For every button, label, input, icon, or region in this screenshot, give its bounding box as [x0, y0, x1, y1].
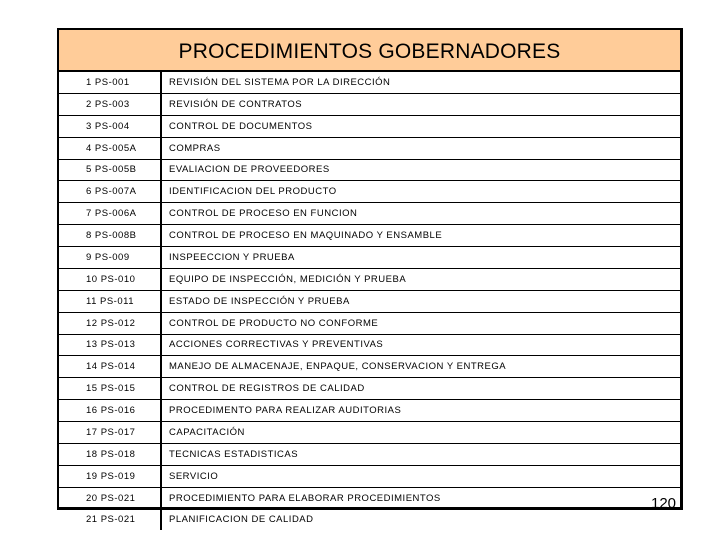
table-row	[59, 334, 680, 356]
table-row	[59, 137, 680, 159]
procedure-description: PROCEDIMIENTO PARA ELABORAR PROCEDIMIENTOS	[161, 487, 680, 509]
procedure-description: REVISIÓN DEL SISTEMA POR LA DIRECCIÓN	[161, 72, 680, 93]
procedure-description: CONTROL DE DOCUMENTOS	[161, 115, 680, 137]
procedure-code: 15 PS-015	[59, 378, 161, 400]
procedure-code: 18 PS-018	[59, 443, 161, 465]
procedure-code: 9 PS-009	[59, 247, 161, 269]
table-row	[59, 72, 680, 93]
table-row	[59, 268, 680, 290]
procedure-code: 14 PS-014	[59, 356, 161, 378]
procedure-code: 20 PS-021	[59, 487, 161, 509]
table-row	[59, 159, 680, 181]
table-row	[59, 181, 680, 203]
procedure-description: PROCEDIMENTO PARA REALIZAR AUDITORIAS	[161, 400, 680, 422]
procedure-description: MANEJO DE ALMACENAJE, ENPAQUE, CONSERVACION Y ENTREGA	[161, 356, 680, 378]
procedure-code: 8 PS-008B	[59, 225, 161, 247]
table-row	[59, 290, 680, 312]
table-row	[59, 203, 680, 225]
procedure-code: 7 PS-006A	[59, 203, 161, 225]
procedure-code: 3 PS-004	[59, 115, 161, 137]
procedure-code: 4 PS-005A	[59, 137, 161, 159]
procedure-description: CONTROL DE PROCESO EN FUNCION	[161, 203, 680, 225]
procedure-code: 12 PS-012	[59, 312, 161, 334]
table-row	[59, 378, 680, 400]
table-row	[59, 247, 680, 269]
procedure-description: IDENTIFICACION DEL PRODUCTO	[161, 181, 680, 203]
procedure-description: TECNICAS ESTADISTICAS	[161, 443, 680, 465]
procedures-frame	[57, 28, 683, 526]
procedure-description: SERVICIO	[161, 465, 680, 487]
table-row	[59, 509, 680, 530]
procedure-code: 19 PS-019	[59, 465, 161, 487]
procedure-description: EQUIPO DE INSPECCIÓN, MEDICIÓN Y PRUEBA	[161, 268, 680, 290]
table-row	[59, 115, 680, 137]
procedure-code: 6 PS-007A	[59, 181, 161, 203]
table-row	[59, 356, 680, 378]
table-row	[59, 225, 680, 247]
procedure-code: 21 PS-021	[59, 509, 161, 530]
procedure-description: REVISIÓN DE CONTRATOS	[161, 93, 680, 115]
procedures-table-body	[59, 72, 680, 530]
table-row	[59, 487, 680, 509]
procedure-description: COMPRAS	[161, 137, 680, 159]
procedure-code: 2 PS-003	[59, 93, 161, 115]
table-row	[59, 465, 680, 487]
procedure-description: PLANIFICACION DE CALIDAD	[169, 514, 314, 526]
table-row	[59, 312, 680, 334]
procedure-code: 1 PS-001	[59, 72, 161, 93]
table-row	[59, 443, 680, 465]
procedure-description: INSPEECCION Y PRUEBA	[161, 247, 680, 269]
table-row	[59, 422, 680, 444]
procedure-description: CAPACITACIÓN	[161, 422, 680, 444]
procedure-description: EVALIACION DE PROVEEDORES	[161, 159, 680, 181]
table-row	[59, 93, 680, 115]
procedure-description: CONTROL DE PRODUCTO NO CONFORME	[161, 312, 680, 334]
table-row	[59, 400, 680, 422]
procedure-code: 11 PS-011	[59, 290, 161, 312]
page-title: PROCEDIMIENTOS GOBERNADORES	[178, 40, 561, 63]
procedures-table	[59, 72, 680, 530]
procedure-code: 13 PS-013	[59, 334, 161, 356]
page-number: 120	[651, 495, 677, 512]
procedure-description: ACCIONES CORRECTIVAS Y PREVENTIVAS	[161, 334, 680, 356]
procedure-code: 16 PS-016	[59, 400, 161, 422]
title-bar	[59, 30, 680, 72]
procedure-description: ESTADO DE INSPECCIÓN Y PRUEBA	[161, 290, 680, 312]
procedure-code: 5 PS-005B	[59, 159, 161, 181]
procedure-code: 17 PS-017	[59, 422, 161, 444]
procedure-description: CONTROL DE REGISTROS DE CALIDAD	[161, 378, 680, 400]
procedure-description: CONTROL DE PROCESO EN MAQUINADO Y ENSAMBLE	[161, 225, 680, 247]
procedure-code: 10 PS-010	[59, 268, 161, 290]
